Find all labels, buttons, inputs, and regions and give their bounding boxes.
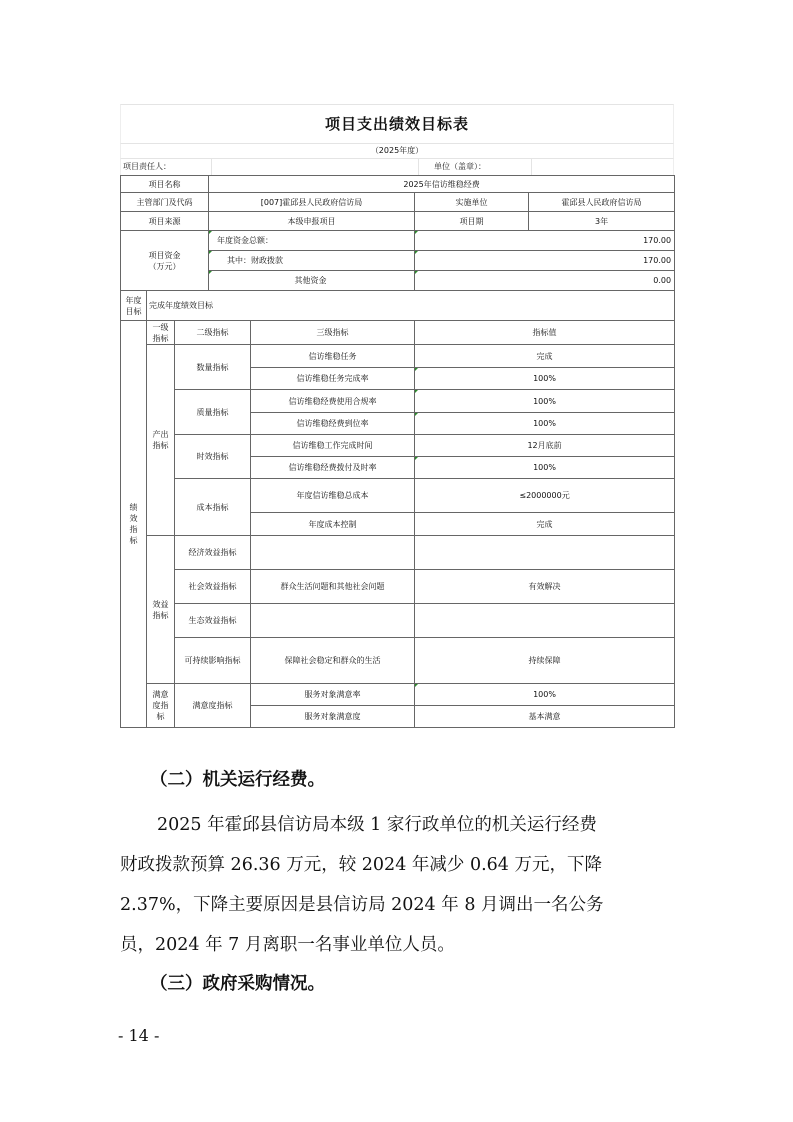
- table-year: （2025年度）: [120, 143, 674, 158]
- goal-label: 年度目标: [121, 291, 147, 321]
- responsible-row: [120, 158, 674, 175]
- header-level1: 一级指标: [147, 321, 175, 345]
- goal-row: [121, 291, 675, 321]
- indicator-name: 保障社会稳定和群众的生活: [251, 638, 415, 684]
- indicator-name: 信访维稳经费拨付及时率: [251, 457, 415, 479]
- indicator-row: [121, 536, 675, 570]
- indicator-value: 12月底前: [415, 435, 675, 457]
- output-label: 产出指标: [147, 345, 175, 536]
- indicator-value: 完成: [415, 513, 675, 536]
- funds-row: [121, 231, 675, 251]
- indicator-row: [121, 604, 675, 638]
- funds-label: 项目资金（万元）: [121, 231, 209, 291]
- fund-other-value: 0.00: [415, 271, 675, 291]
- unit-value: [532, 159, 673, 175]
- paragraph-line: 2.37%，下降主要原因是县信访局 2024 年 8 月调出一名公务: [120, 895, 604, 915]
- satisfaction-label: 满意度指标: [147, 684, 175, 728]
- fund-total-label: 年度资金总额：: [209, 231, 415, 251]
- indicator-value: [415, 536, 675, 570]
- group-social: 社会效益指标: [175, 570, 251, 604]
- indicator-header-row: [121, 321, 675, 345]
- group-ecological: 生态效益指标: [175, 604, 251, 638]
- performance-table: [120, 175, 675, 728]
- group-economic: 经济效益指标: [175, 536, 251, 570]
- source-value: 本级申报项目: [209, 212, 415, 231]
- table-title: 项目支出绩效目标表: [120, 104, 674, 143]
- indicator-value: 100%: [415, 684, 675, 706]
- paragraph-line: 2025 年霍邱县信访局本级 1 家行政单位的机关运行经费: [157, 815, 597, 835]
- source-row: [121, 212, 675, 231]
- indicator-name: 年度信访维稳总成本: [251, 479, 415, 513]
- header-level2: 二级指标: [175, 321, 251, 345]
- impl-value: 霍邱县人民政府信访局: [529, 193, 675, 212]
- indicator-name: [251, 604, 415, 638]
- indicator-name: 服务对象满意度: [251, 706, 415, 728]
- fund-total-value: 170.00: [415, 231, 675, 251]
- impl-label: 实施单位: [415, 193, 529, 212]
- benefit-label: 效益指标: [147, 536, 175, 684]
- header-level3: 三级指标: [251, 321, 415, 345]
- indicator-name: 信访维稳任务: [251, 345, 415, 368]
- indicator-name: 信访维稳经费到位率: [251, 413, 415, 435]
- indicator-value: 100%: [415, 413, 675, 435]
- indicator-value: 有效解决: [415, 570, 675, 604]
- performance-target-sheet: [120, 104, 674, 728]
- indicator-name: 信访维稳工作完成时间: [251, 435, 415, 457]
- indicator-row: [121, 638, 675, 684]
- group-cost: 成本指标: [175, 479, 251, 536]
- project-name-label: 项目名称: [121, 176, 209, 193]
- indicator-value: 持续保障: [415, 638, 675, 684]
- group-quality: 质量指标: [175, 390, 251, 435]
- responsible-value: [212, 159, 419, 175]
- indicator-name: 年度成本控制: [251, 513, 415, 536]
- indicator-row: [121, 570, 675, 604]
- indicator-row: [121, 684, 675, 706]
- group-quantity: 数量指标: [175, 345, 251, 390]
- indicator-name: 信访维稳经费使用合规率: [251, 390, 415, 413]
- section-heading-procurement: （三）政府采购情况。: [150, 974, 325, 994]
- header-value: 指标值: [415, 321, 675, 345]
- indicator-row: [121, 435, 675, 457]
- group-satisfaction: 满意度指标: [175, 684, 251, 728]
- indicator-row: [121, 390, 675, 413]
- fund-other-label: 其他资金: [209, 271, 415, 291]
- goal-value: 完成年度绩效目标: [147, 291, 675, 321]
- indicator-value: 基本满意: [415, 706, 675, 728]
- page-number: - 14 -: [118, 1026, 160, 1045]
- indicator-value: 完成: [415, 345, 675, 368]
- indicator-name: [251, 536, 415, 570]
- indicator-name: 服务对象满意率: [251, 684, 415, 706]
- fund-fiscal-label: 其中：财政拨款: [209, 251, 415, 271]
- perf-label: 绩效指标: [121, 321, 147, 728]
- indicator-value: 100%: [415, 368, 675, 390]
- indicator-name: 群众生活问题和其他社会问题: [251, 570, 415, 604]
- indicator-value: 100%: [415, 390, 675, 413]
- paragraph-line: 员，2024 年 7 月离职一名事业单位人员。: [120, 935, 455, 955]
- period-label: 项目期: [415, 212, 529, 231]
- group-timeliness: 时效指标: [175, 435, 251, 479]
- fund-fiscal-value: 170.00: [415, 251, 675, 271]
- dept-row: [121, 193, 675, 212]
- indicator-row: [121, 479, 675, 513]
- dept-label: 主管部门及代码: [121, 193, 209, 212]
- responsible-label: 项目责任人：: [121, 159, 212, 175]
- project-name-value: 2025年信访维稳经费: [209, 176, 675, 193]
- section-heading-operating-costs: （二）机关运行经费。: [150, 770, 325, 790]
- indicator-value: 100%: [415, 457, 675, 479]
- dept-value: [007]霍邱县人民政府信访局: [209, 193, 415, 212]
- indicator-value: ≤2000000元: [415, 479, 675, 513]
- indicator-value: [415, 604, 675, 638]
- unit-label: 单位（盖章）：: [419, 159, 532, 175]
- source-label: 项目来源: [121, 212, 209, 231]
- indicator-name: 信访维稳任务完成率: [251, 368, 415, 390]
- paragraph-line: 财政拨款预算 26.36 万元，较 2024 年减少 0.64 万元，下降: [120, 855, 602, 875]
- period-value: 3年: [529, 212, 675, 231]
- project-name-row: [121, 176, 675, 193]
- indicator-row: [121, 345, 675, 368]
- group-sustainable: 可持续影响指标: [175, 638, 251, 684]
